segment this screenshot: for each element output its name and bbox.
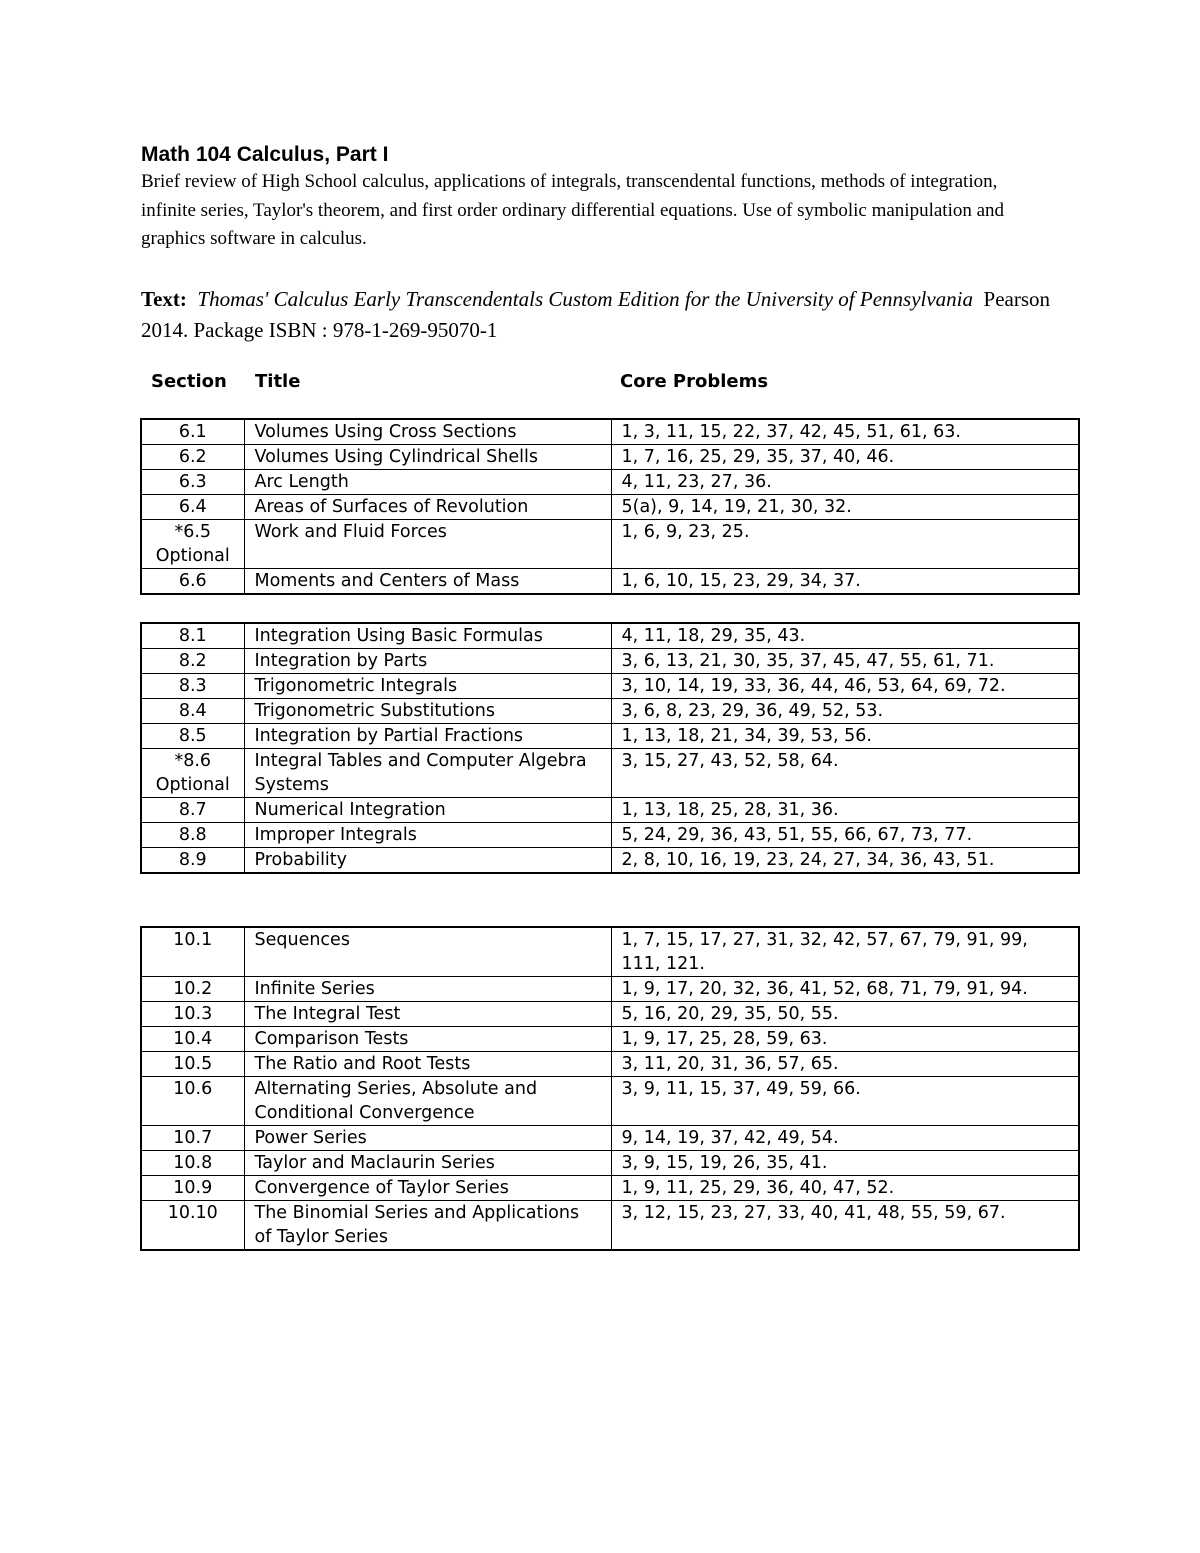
table-row — [141, 749, 1079, 798]
table-row — [141, 927, 1079, 977]
problems-cell: 3, 15, 27, 43, 52, 58, 64. — [611, 749, 1079, 798]
section-cell: 6.1 — [141, 419, 244, 445]
problems-cell: 5(a), 9, 14, 19, 21, 30, 32. — [611, 495, 1079, 520]
problems-cell: 3, 12, 15, 23, 27, 33, 40, 41, 48, 55, 59, 67. — [611, 1201, 1079, 1251]
title-cell: The Binomial Series and Applications of Taylor Series — [244, 1201, 611, 1251]
problems-cell: 1, 9, 11, 25, 29, 36, 40, 47, 52. — [611, 1176, 1079, 1201]
section-cell: 8.8 — [141, 823, 244, 848]
title-cell: Probability — [244, 848, 611, 874]
section-cell: 8.3 — [141, 674, 244, 699]
title-cell: Convergence of Taylor Series — [244, 1176, 611, 1201]
column-headers — [140, 368, 1080, 396]
title-cell: Integration by Parts — [244, 649, 611, 674]
table-row — [141, 649, 1079, 674]
problems-cell: 3, 9, 11, 15, 37, 49, 59, 66. — [611, 1077, 1079, 1126]
textbook-title: Thomas' Calculus Early Transcendentals Custom Edition for the University of Pennsylvania — [197, 287, 974, 311]
title-cell: Comparison Tests — [244, 1027, 611, 1052]
title-cell: Arc Length — [244, 470, 611, 495]
title-cell: Moments and Centers of Mass — [244, 569, 611, 595]
table-row — [141, 520, 1079, 569]
problems-cell: 1, 13, 18, 21, 34, 39, 53, 56. — [611, 724, 1079, 749]
section-cell: 10.9 — [141, 1176, 244, 1201]
section-cell: 10.8 — [141, 1151, 244, 1176]
section-cell: *6.5 Optional — [141, 520, 244, 569]
problems-cell: 2, 8, 10, 16, 19, 23, 24, 27, 34, 36, 43, 51. — [611, 848, 1079, 874]
section-cell: 10.5 — [141, 1052, 244, 1077]
title-cell: Alternating Series, Absolute and Conditional Convergence — [244, 1077, 611, 1126]
problems-cell: 3, 10, 14, 19, 33, 36, 44, 46, 53, 64, 69, 72. — [611, 674, 1079, 699]
section-cell: 8.9 — [141, 848, 244, 874]
section-cell: 6.2 — [141, 445, 244, 470]
section-cell: 6.4 — [141, 495, 244, 520]
header-core-problems: Core Problems — [620, 371, 769, 392]
title-cell: Trigonometric Integrals — [244, 674, 611, 699]
title-cell: Power Series — [244, 1126, 611, 1151]
problems-cell: 1, 3, 11, 15, 22, 37, 42, 45, 51, 61, 63. — [611, 419, 1079, 445]
title-cell: Volumes Using Cross Sections — [244, 419, 611, 445]
course-title: Math 104 Calculus, Part I — [141, 143, 389, 166]
title-cell: Integral Tables and Computer Algebra Systems — [244, 749, 611, 798]
problems-cell: 1, 9, 17, 25, 28, 59, 63. — [611, 1027, 1079, 1052]
table-row — [141, 1077, 1079, 1126]
table-row — [141, 823, 1079, 848]
table-row — [141, 1201, 1079, 1251]
table-row — [141, 495, 1079, 520]
section-cell: 6.6 — [141, 569, 244, 595]
title-cell: Integration by Partial Fractions — [244, 724, 611, 749]
title-cell: Numerical Integration — [244, 798, 611, 823]
section-cell: 8.4 — [141, 699, 244, 724]
table-row — [141, 674, 1079, 699]
table-row — [141, 623, 1079, 649]
table-row — [141, 1176, 1079, 1201]
header-title: Title — [255, 371, 301, 392]
title-cell: Areas of Surfaces of Revolution — [244, 495, 611, 520]
table-row — [141, 1027, 1079, 1052]
problems-cell: 1, 7, 15, 17, 27, 31, 32, 42, 57, 67, 79, 91, 99, 111, 121. — [611, 927, 1079, 977]
table-row — [141, 699, 1079, 724]
header-section: Section — [151, 371, 227, 392]
problems-cell: 3, 9, 15, 19, 26, 35, 41. — [611, 1151, 1079, 1176]
problems-cell: 1, 6, 9, 23, 25. — [611, 520, 1079, 569]
problems-cell: 1, 7, 16, 25, 29, 35, 37, 40, 46. — [611, 445, 1079, 470]
chapter-8-table — [140, 622, 1080, 874]
problems-cell: 3, 11, 20, 31, 36, 57, 65. — [611, 1052, 1079, 1077]
table-row — [141, 977, 1079, 1002]
table-row — [141, 724, 1079, 749]
table-row — [141, 848, 1079, 874]
table-row — [141, 569, 1079, 595]
section-cell: 8.1 — [141, 623, 244, 649]
title-cell: Integration Using Basic Formulas — [244, 623, 611, 649]
chapter-10-table — [140, 926, 1080, 1251]
textbook-publisher: Pearson 2014. Package ISBN : 978-1-269-95070-1 — [141, 287, 1051, 342]
table-row — [141, 445, 1079, 470]
title-cell: Taylor and Maclaurin Series — [244, 1151, 611, 1176]
problems-cell: 5, 16, 20, 29, 35, 50, 55. — [611, 1002, 1079, 1027]
table-row — [141, 1126, 1079, 1151]
section-cell: 10.7 — [141, 1126, 244, 1151]
problems-cell: 1, 9, 17, 20, 32, 36, 41, 52, 68, 71, 79, 91, 94. — [611, 977, 1079, 1002]
title-cell: Sequences — [244, 927, 611, 977]
title-cell: The Ratio and Root Tests — [244, 1052, 611, 1077]
table-row — [141, 1052, 1079, 1077]
section-cell: 8.7 — [141, 798, 244, 823]
chapter-6-table — [140, 418, 1080, 595]
section-cell: 8.2 — [141, 649, 244, 674]
text-label: Text: — [141, 287, 187, 311]
section-cell: 10.6 — [141, 1077, 244, 1126]
title-cell: Improper Integrals — [244, 823, 611, 848]
title-cell: The Integral Test — [244, 1002, 611, 1027]
problems-cell: 1, 6, 10, 15, 23, 29, 34, 37. — [611, 569, 1079, 595]
problems-cell: 9, 14, 19, 37, 42, 49, 54. — [611, 1126, 1079, 1151]
problems-cell: 4, 11, 23, 27, 36. — [611, 470, 1079, 495]
table-row — [141, 798, 1079, 823]
textbook-reference — [141, 284, 1101, 346]
section-cell: 8.5 — [141, 724, 244, 749]
section-cell: 6.3 — [141, 470, 244, 495]
problems-cell: 4, 11, 18, 29, 35, 43. — [611, 623, 1079, 649]
problems-cell: 1, 13, 18, 25, 28, 31, 36. — [611, 798, 1079, 823]
table-row — [141, 470, 1079, 495]
section-cell: *8.6 Optional — [141, 749, 244, 798]
section-cell: 10.10 — [141, 1201, 244, 1251]
problems-cell: 3, 6, 8, 23, 29, 36, 49, 52, 53. — [611, 699, 1079, 724]
section-cell: 10.3 — [141, 1002, 244, 1027]
problems-cell: 3, 6, 13, 21, 30, 35, 37, 45, 47, 55, 61, 71. — [611, 649, 1079, 674]
title-cell: Work and Fluid Forces — [244, 520, 611, 569]
problems-cell: 5, 24, 29, 36, 43, 51, 55, 66, 67, 73, 77. — [611, 823, 1079, 848]
section-cell: 10.2 — [141, 977, 244, 1002]
title-cell: Trigonometric Substitutions — [244, 699, 611, 724]
section-cell: 10.4 — [141, 1027, 244, 1052]
table-row — [141, 1151, 1079, 1176]
title-cell: Volumes Using Cylindrical Shells — [244, 445, 611, 470]
title-cell: Infinite Series — [244, 977, 611, 1002]
table-row — [141, 1002, 1079, 1027]
section-cell: 10.1 — [141, 927, 244, 977]
table-row — [141, 419, 1079, 445]
course-description: Brief review of High School calculus, applications of integrals, transcendental functions, methods of integration, infinite series, Taylor's theorem, and first order ordinary differential equations. Use of symbolic manipulation and graphics software in calculus. — [141, 171, 1005, 249]
